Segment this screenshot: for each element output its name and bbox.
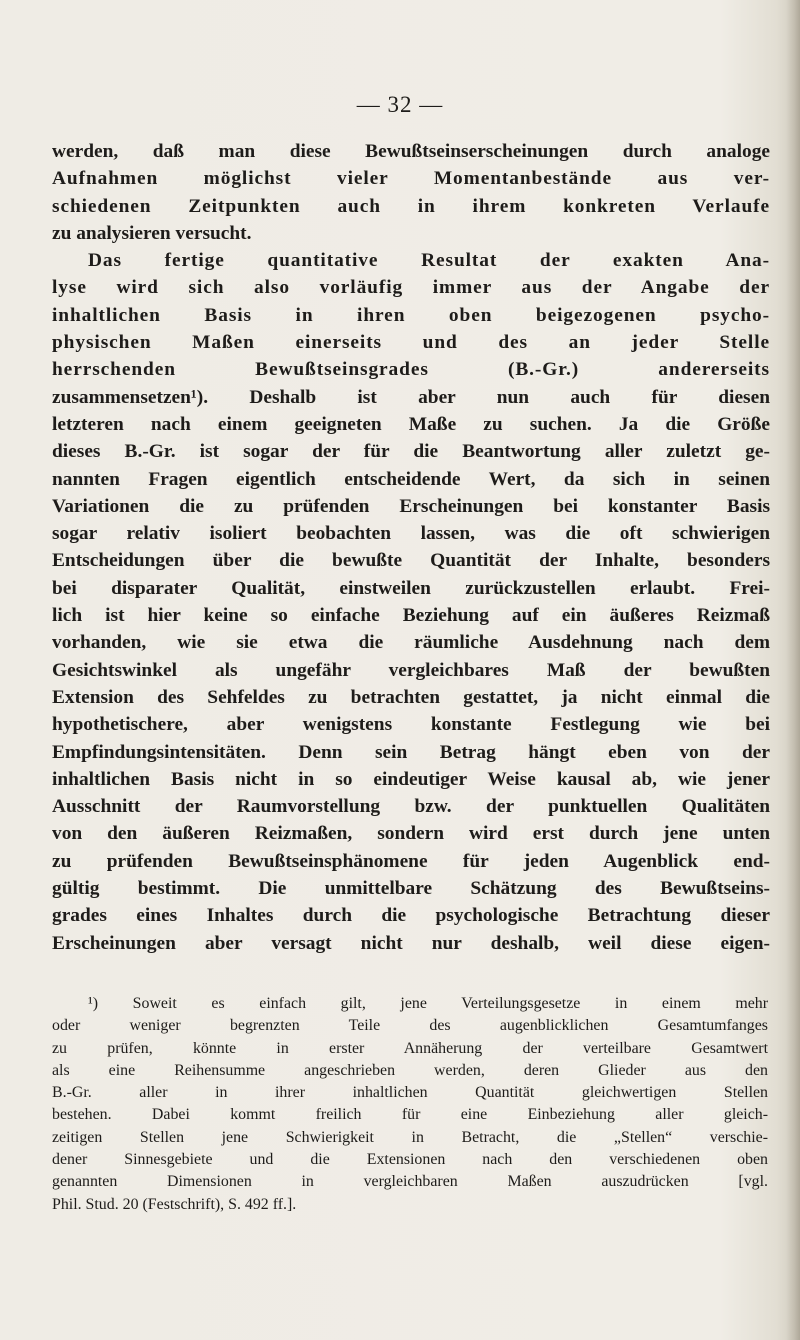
footnote-line: Phil. Stud. 20 (Festschrift), S. 492 ff.]. xyxy=(52,1195,297,1213)
text-line: Aufnahmen möglichst vieler Momentanbestände aus ver- xyxy=(52,168,770,190)
text-line: dieses B.-Gr. ist sogar der für die Beantwortung aller zuletzt ge- xyxy=(52,441,770,463)
text-line: zusammensetzen¹). Deshalb ist aber nun auch für diesen xyxy=(52,386,770,408)
text-line: von den äußeren Reizmaßen, sondern wird erst durch jene unten xyxy=(52,823,770,845)
text-line: zu prüfenden Bewußtseinsphänomene für jeden Augenblick end- xyxy=(52,850,770,872)
text-line: schiedenen Zeitpunkten auch in ihrem konkreten Verlaufe xyxy=(52,195,770,217)
footnote-line: ¹) Soweit es einfach gilt, jene Verteilungsgesetze in einem mehr xyxy=(88,995,768,1012)
footnote-line: oder weniger begrenzten Teile des augenblicklichen Gesamtumfanges xyxy=(52,1017,768,1035)
text-line: lyse wird sich also vorläufig immer aus der Angabe der xyxy=(52,277,770,299)
footnote-line: bestehen. Dabei kommt freilich für eine Einbeziehung aller gleich- xyxy=(52,1106,768,1124)
text-line: letzteren nach einem geeigneten Maße zu suchen. Ja die Größe xyxy=(52,413,770,435)
page-number: — 32 — xyxy=(356,92,444,117)
footnote-line: B.-Gr. aller in ihrer inhaltlichen Quantität gleichwertigen Stellen xyxy=(52,1084,768,1102)
text-line: physischen Maßen einerseits und des an jeder Stelle xyxy=(52,332,770,354)
text-line: hypothetischere, aber wenigstens konstante Festlegung wie bei xyxy=(52,714,770,736)
text-line: lich ist hier keine so einfache Beziehung auf ein äußeres Reizmaß xyxy=(52,605,770,627)
text-line: Variationen die zu prüfenden Erscheinungen bei konstanter Basis xyxy=(52,495,770,517)
text-line: Entscheidungen über die bewußte Quantität der Inhalte, besonders xyxy=(52,550,770,572)
footnote-block xyxy=(52,993,768,1216)
footnote-line: dener Sinnesgebiete und die Extensionen nach den verschiedenen oben xyxy=(52,1151,768,1169)
text-line: werden, daß man diese Bewußtseinserscheinungen durch analoge xyxy=(52,141,770,162)
text-line: bei disparater Qualität, einstweilen zurückzustellen erlaubt. Frei- xyxy=(52,577,770,599)
text-line: Empfindungsintensitäten. Denn sein Betrag hängt eben von der xyxy=(52,741,770,763)
text-line: gültig bestimmt. Die unmittelbare Schätzung des Bewußtseins- xyxy=(52,878,770,900)
text-line: zu analysieren versucht. xyxy=(52,222,252,244)
footnote-line: genannten Dimensionen in vergleichbaren Maßen auszudrücken [vgl. xyxy=(52,1173,768,1191)
footnote-line: als eine Reihensumme angeschrieben werden, deren Glieder aus den xyxy=(52,1061,768,1079)
main-text-block xyxy=(52,138,770,957)
text-line: Erscheinungen aber versagt nicht nur deshalb, weil diese eigen- xyxy=(52,932,770,954)
text-line: Gesichtswinkel als ungefähr vergleichbares Maß der bewußten xyxy=(52,659,770,681)
text-line: grades eines Inhaltes durch die psychologische Betrachtung dieser xyxy=(52,905,770,927)
text-line: Das fertige quantitative Resultat der exakten Ana- xyxy=(88,250,770,272)
footnote-line: zu prüfen, könnte in erster Annäherung der verteilbare Gesamtwert xyxy=(52,1039,768,1057)
text-line: vorhanden, wie sie etwa die räumliche Ausdehnung nach dem xyxy=(52,632,770,654)
page-edge-shadow xyxy=(786,0,800,1340)
text-line: Extension des Sehfeldes zu betrachten gestattet, ja nicht einmal die xyxy=(52,686,770,708)
text-line: Ausschnitt der Raumvorstellung bzw. der punktuellen Qualitäten xyxy=(52,796,770,818)
text-line: sogar relativ isoliert beobachten lassen, was die oft schwierigen xyxy=(52,523,770,545)
text-line: herrschenden Bewußtseinsgrades (B.-Gr.) andererseits xyxy=(52,359,770,381)
text-line: nannten Fragen eigentlich entscheidende Wert, da sich in seinen xyxy=(52,468,770,490)
text-line: inhaltlichen Basis nicht in so eindeutiger Weise kausal ab, wie jener xyxy=(52,768,770,790)
footnote-line: zeitigen Stellen jene Schwierigkeit in Betracht, die „Stellen“ verschie- xyxy=(52,1128,768,1146)
text-line: inhaltlichen Basis in ihren oben beigezogenen psycho- xyxy=(52,304,770,326)
